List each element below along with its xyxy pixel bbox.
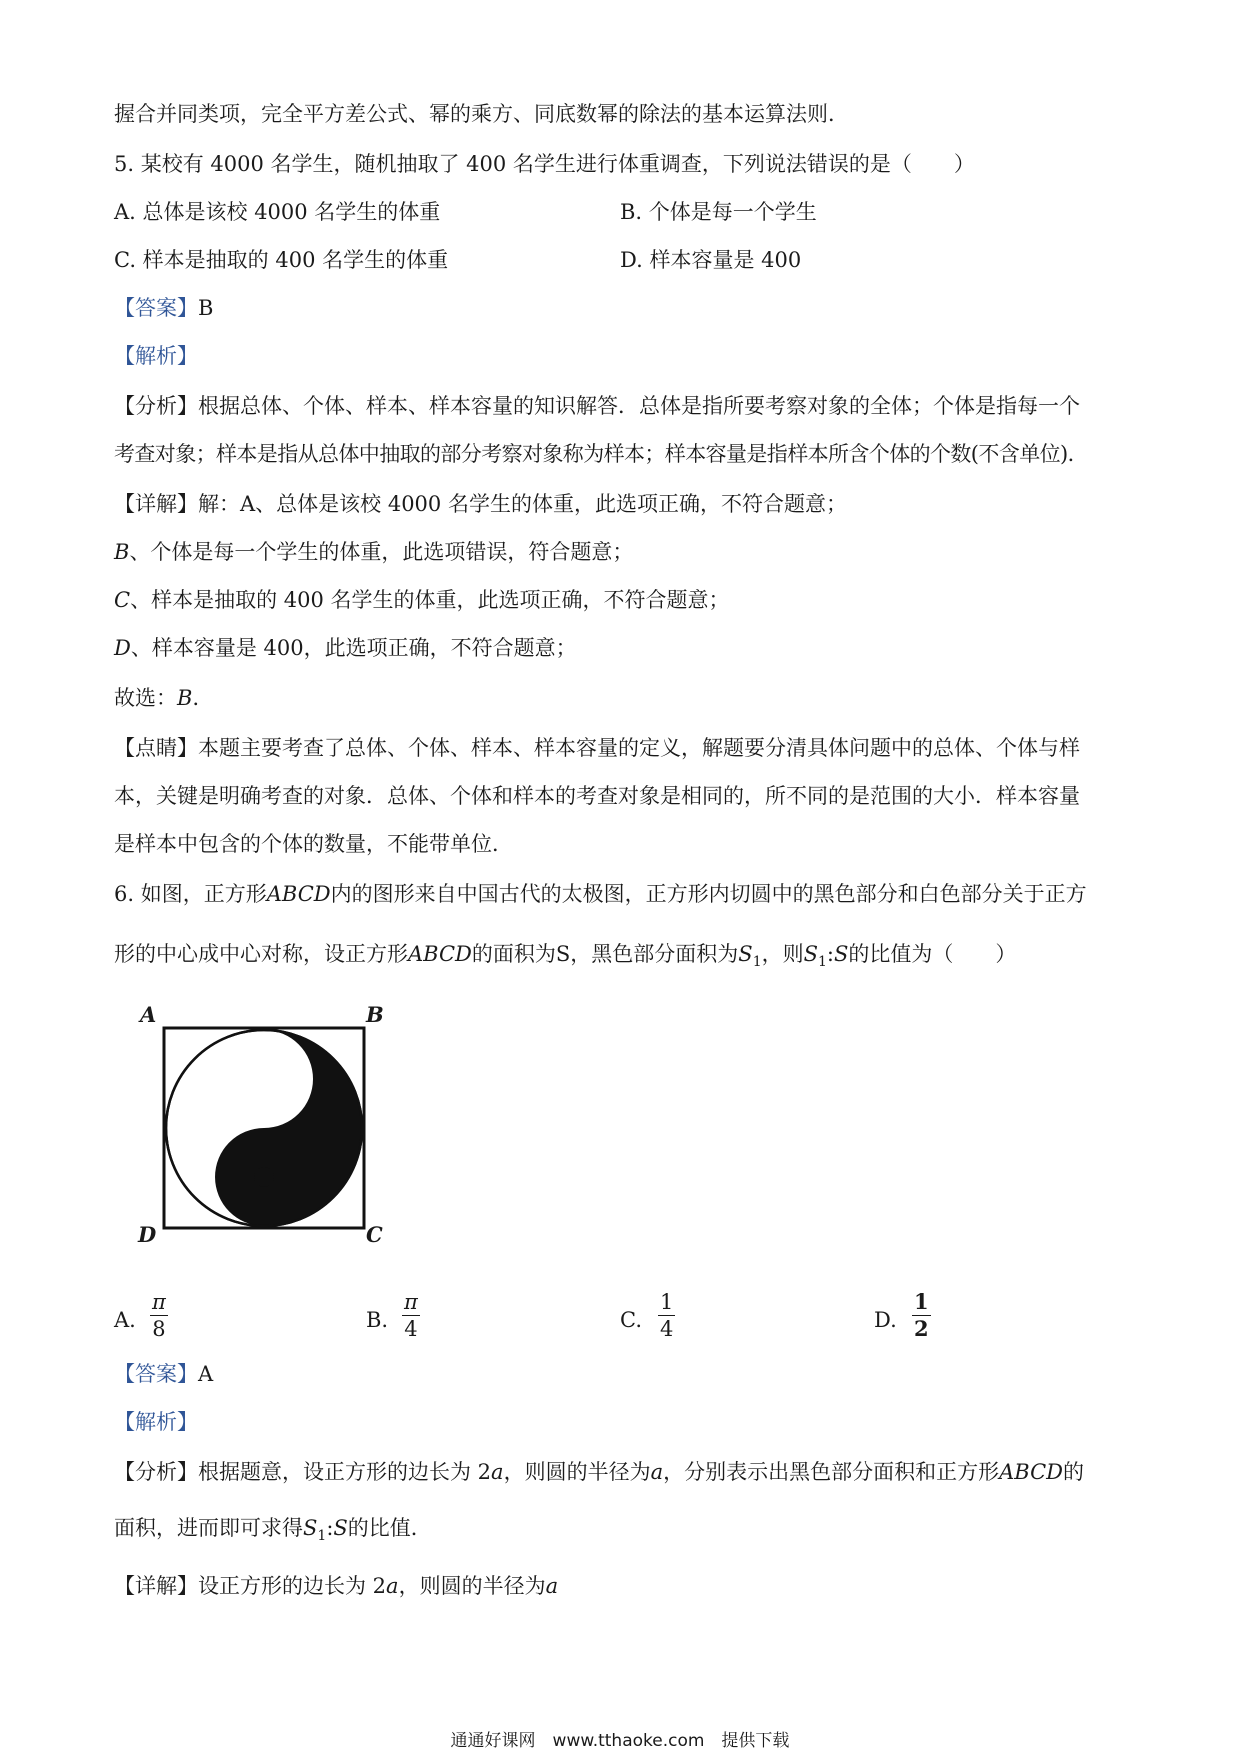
- vertex-label-a: A: [140, 1002, 157, 1027]
- q5-fenxi-1: [114, 392, 1080, 420]
- q5-analysis-heading: [114, 342, 198, 370]
- xiangjie-text: 设正方形的边长为 2: [198, 1574, 387, 1598]
- square-name: ABCD: [266, 882, 331, 906]
- xiangjie-text: 、个体是每一个学生的体重，此选项错误，符合题意；: [129, 540, 634, 564]
- q6-analysis-heading: [114, 1408, 198, 1436]
- q6-stem-text: 的比值为（ ）: [848, 942, 1017, 966]
- q6-stem-text: 形的中心成中心对称，设正方形: [114, 942, 408, 966]
- analysis-tag: 【解析】: [114, 344, 198, 368]
- dianjing-text: 本题主要考查了总体、个体、样本、样本容量的定义，解题要分清具体问题中的总体、个体与样: [198, 736, 1080, 760]
- q6-answer: [114, 1360, 213, 1388]
- q5-xiangjie-4: [114, 634, 577, 662]
- s1-subscript: 1: [752, 954, 762, 970]
- fenxi-text: 根据总体、个体、样本、样本容量的知识解答．总体是指所要考察对象的全体；个体是指每一个: [198, 394, 1080, 418]
- q6-xiangjie: [114, 1572, 558, 1600]
- square-name: ABCD: [408, 942, 472, 966]
- fraction-denominator: 2: [914, 1316, 929, 1341]
- answer-value: B: [198, 296, 214, 320]
- q6-stem-text: 的面积为S，黑色部分面积为: [471, 942, 739, 966]
- fraction-denominator: 4: [404, 1317, 418, 1341]
- q6-stem-text: ，则: [761, 942, 804, 966]
- answer-tag: 【答案】: [114, 296, 198, 320]
- q6-stem-2: [114, 940, 1016, 976]
- ratio-colon: :: [826, 942, 834, 966]
- q6-option-a-fraction: [150, 1290, 168, 1341]
- xiangjie-tag: 【详解】: [114, 1574, 198, 1598]
- vertex-label-b: B: [366, 1002, 384, 1027]
- square-name: ABCD: [999, 1460, 1064, 1484]
- fraction-numerator: π: [152, 1290, 166, 1314]
- q5-xiangjie-1: [114, 490, 847, 518]
- q5-fenxi-2: 考查对象；样本是指从总体中抽取的部分考察对象称为样本；样本容量是指样本所含个体的个数(不含单位)．: [114, 442, 1088, 466]
- fenxi-text: ，则圆的半径为: [503, 1460, 651, 1484]
- q5-stem: 5. 某校有 4000 名学生，随机抽取了 400 名学生进行体重调查，下列说法错误的是（ ）: [114, 152, 975, 176]
- s1-symbol: S: [303, 1516, 318, 1540]
- q5-xiangjie-3: [114, 586, 730, 614]
- analysis-tag: 【解析】: [114, 1410, 198, 1434]
- taiji-diagram: [130, 1010, 400, 1260]
- q6-fenxi-2: [114, 1514, 432, 1550]
- q5-option-d: D. 样本容量是 400: [620, 248, 802, 272]
- taiji-figure: [130, 1002, 400, 1260]
- ratio-colon: :: [326, 1516, 334, 1540]
- vertex-label-c: C: [366, 1222, 383, 1247]
- fenxi-text: 的比值．: [347, 1516, 432, 1540]
- dianjing-tag: 【点睛】: [114, 736, 198, 760]
- fraction-denominator: 4: [660, 1317, 674, 1341]
- xiangjie-text: 、样本是抽取的 400 名学生的体重，此选项正确，不符合题意；: [130, 588, 730, 612]
- q6-fenxi-1: [114, 1458, 1084, 1486]
- q6-option-b-letter: B.: [366, 1308, 389, 1332]
- xiangjie-tag: 【详解】: [114, 492, 198, 516]
- q6-stem-1: [114, 880, 1087, 908]
- intro-line: 握合并同类项，完全平方差公式、幂的乘方、同底数幂的除法的基本运算法则．: [114, 102, 849, 126]
- q5-answer: [114, 294, 213, 322]
- choose-prefix: 故选：: [114, 686, 177, 710]
- q5-option-b: B. 个体是每一个学生: [620, 200, 817, 224]
- option-label: B: [114, 540, 130, 564]
- page-footer: 通通好课网 www.tthaoke.com 提供下载: [450, 1731, 790, 1751]
- xiangjie-text: 解：A、总体是该校 4000 名学生的体重，此选项正确，不符合题意；: [198, 492, 847, 516]
- option-label: D: [114, 636, 131, 660]
- q5-option-c: C. 样本是抽取的 400 名学生的体重: [114, 248, 449, 272]
- var-a: a: [650, 1460, 664, 1484]
- q5-option-a: A. 总体是该校 4000 名学生的体重: [114, 200, 441, 224]
- q5-choose: [114, 684, 213, 712]
- choose-suffix: ．: [192, 686, 214, 710]
- fraction-numerator: π: [404, 1290, 418, 1314]
- var-a: a: [545, 1574, 559, 1598]
- q6-option-a-letter: A.: [114, 1308, 136, 1332]
- answer-tag: 【答案】: [114, 1362, 198, 1386]
- s1-subscript: 1: [317, 1528, 327, 1544]
- black-dot: [254, 1167, 274, 1187]
- q6-option-c-fraction: [658, 1290, 675, 1341]
- vertex-label-d: D: [138, 1222, 157, 1247]
- var-a: a: [491, 1460, 504, 1484]
- q5-dianjing-1: [114, 734, 1080, 762]
- option-label: C: [114, 588, 131, 612]
- answer-value: A: [198, 1362, 214, 1386]
- q6-stem-text: 6. 如图，正方形: [114, 882, 267, 906]
- q5-dianjing-3: 是样本中包含的个体的数量，不能带单位．: [114, 832, 513, 856]
- fenxi-text: 面积，进而即可求得: [114, 1516, 303, 1540]
- fenxi-tag: 【分析】: [114, 1460, 198, 1484]
- s-symbol: S: [333, 1516, 348, 1540]
- xiangjie-text: 、样本容量是 400，此选项正确，不符合题意；: [130, 636, 577, 660]
- s1-symbol: S: [738, 942, 753, 966]
- choose-label: B: [177, 686, 193, 710]
- s1-symbol: S: [803, 942, 818, 966]
- white-dot: [254, 1069, 274, 1089]
- var-a: a: [386, 1574, 399, 1598]
- fraction-denominator: 8: [152, 1317, 166, 1341]
- fenxi-text: 的: [1063, 1460, 1085, 1484]
- xiangjie-text: ，则圆的半径为: [398, 1574, 546, 1598]
- fenxi-text: 根据题意，设正方形的边长为 2: [198, 1460, 492, 1484]
- q5-dianjing-2: 本，关键是明确考查的对象．总体、个体和样本的考查对象是相同的，所不同的是范围的大小．样本容量: [114, 784, 1080, 808]
- q6-stem-text: 内的图形来自中国古代的太极图，正方形内切圆中的黑色部分和白色部分关于正方: [330, 882, 1087, 906]
- fenxi-text: ，分别表示出黑色部分面积和正方形: [663, 1460, 1000, 1484]
- q6-option-b-fraction: [402, 1290, 420, 1341]
- fraction-numerator: 1: [914, 1289, 929, 1314]
- s1-subscript: 1: [818, 954, 827, 970]
- s-symbol: S: [834, 942, 849, 966]
- fenxi-tag: 【分析】: [114, 394, 198, 418]
- q6-option-d-fraction: [912, 1290, 931, 1341]
- q5-xiangjie-2: [114, 538, 633, 566]
- fraction-numerator: 1: [660, 1290, 674, 1314]
- q6-option-c-letter: C.: [620, 1308, 642, 1332]
- q6-option-d-letter: D.: [874, 1308, 897, 1332]
